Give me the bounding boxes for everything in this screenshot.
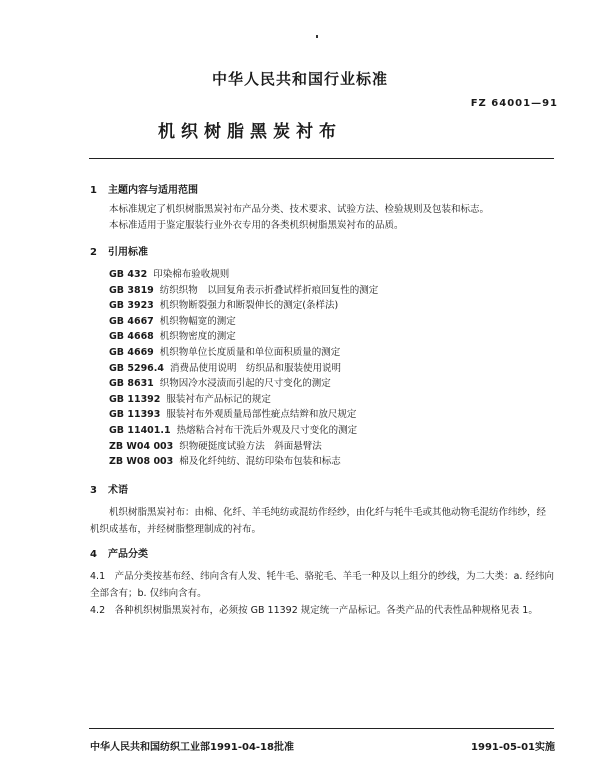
section-4-heading [90, 545, 148, 560]
reference-item [109, 329, 378, 345]
reference-code: GB 3923 [109, 300, 154, 312]
reference-title: 机织物断裂强力和断裂伸长的测定(条样法) [159, 300, 339, 312]
reference-title: 服装衬布产品标记的规定 [166, 393, 271, 405]
reference-item [109, 454, 378, 470]
reference-item [109, 361, 378, 377]
reference-title: 服装衬布外观质量局部性疵点结辫和放尺规定 [166, 409, 357, 421]
reference-title: 消费品使用说明 纺织品和服装使用说明 [170, 362, 342, 374]
reference-title: 印染棉布验收规则 [153, 269, 230, 280]
reference-title: 机织物密度的测定 [159, 331, 236, 343]
footer-rule [89, 728, 554, 729]
header-rule [89, 158, 554, 159]
section-title: 引用标准 [108, 247, 148, 258]
reference-code: ZB W04 003 [109, 440, 174, 452]
reference-title: 机织物单位长度质量和单位面积质量的测定 [159, 346, 341, 358]
section-4-item: 4.2 各种机织树脂黑炭衬布，必须按 GB 11392 规定统一产品标记。各类产品的代表性品种规格见表 1。 [90, 605, 538, 616]
reference-code: GB 432 [109, 269, 148, 280]
section-1-heading [90, 181, 198, 196]
reference-title: 棉及化纤纯纺、混纺印染布包装和标志 [179, 456, 341, 468]
scan-speck [316, 35, 318, 38]
reference-list [109, 267, 378, 470]
doc-code: FZ 64001—91 [470, 98, 558, 109]
section-title: 产品分类 [108, 549, 148, 560]
reference-code: GB 11392 [109, 393, 161, 405]
section-2-heading [90, 243, 148, 258]
reference-code: GB 5296.4 [109, 362, 165, 374]
reference-code: GB 11393 [109, 409, 161, 421]
reference-item [109, 392, 378, 408]
reference-title: 机织物幅宽的测定 [159, 315, 236, 327]
section-3-heading [90, 481, 128, 496]
reference-code: GB 8631 [109, 378, 154, 390]
reference-item [109, 376, 378, 392]
section-number: 2 [90, 247, 97, 258]
reference-code: GB 11401.1 [109, 424, 171, 436]
section-title: 术语 [108, 485, 128, 496]
reference-item [109, 298, 378, 314]
reference-title: 纺织织物 以回复角表示折叠试样折痕回复性的测定 [159, 284, 379, 296]
section-4-item: 4.1 产品分类按基布经、纬向含有人发、牦牛毛、骆驼毛、羊毛一种及以上组分的纱线，为二大类：a. 经纬向全部含有；b. 仅纬向含有。 [90, 571, 554, 599]
reference-code: GB 4667 [109, 315, 154, 327]
doc-title: 机织树脂黑炭衬布 [158, 122, 342, 142]
footer-effective-date: 1991-05-01实施 [471, 742, 555, 753]
reference-title: 热熔粘合衬布干洗后外观及尺寸变化的测定 [176, 424, 358, 436]
reference-title: 织物因冷水浸渍而引起的尺寸变化的测定 [159, 378, 331, 390]
section-title: 主题内容与适用范围 [108, 185, 198, 196]
reference-item [109, 314, 378, 330]
section-1-paragraph: 本标准适用于鉴定服装行业外衣专用的各类机织树脂黑炭衬布的品质。 [109, 220, 404, 231]
reference-item [109, 267, 378, 283]
section-number: 3 [90, 485, 97, 496]
section-1-paragraph: 本标准规定了机织树脂黑炭衬布产品分类、技术要求、试验方法、检验规则及包装和标志。 [109, 204, 490, 215]
footer-issuer: 中华人民共和国纺织工业部1991-04-18批准 [90, 742, 294, 753]
reference-item [109, 423, 378, 439]
reference-item [109, 283, 378, 299]
reference-code: GB 3819 [109, 284, 154, 296]
section-3-paragraph: 机织树脂黑炭衬布：由棉、化纤、羊毛纯纺或混纺作经纱，由化纤与牦牛毛或其他动物毛混纺作纬纱，经机织成基布，并经树脂整理制成的衬布。 [90, 507, 547, 535]
reference-title: 织物硬挺度试验方法 斜面悬臂法 [179, 440, 322, 452]
reference-code: GB 4669 [109, 346, 154, 358]
section-number: 4 [90, 549, 97, 560]
reference-code: ZB W08 003 [109, 456, 174, 468]
reference-item [109, 407, 378, 423]
section-number: 1 [90, 185, 97, 196]
reference-item [109, 345, 378, 361]
reference-item [109, 439, 378, 455]
standard-title: 中华人民共和国行业标准 [211, 70, 388, 88]
reference-code: GB 4668 [109, 331, 154, 343]
